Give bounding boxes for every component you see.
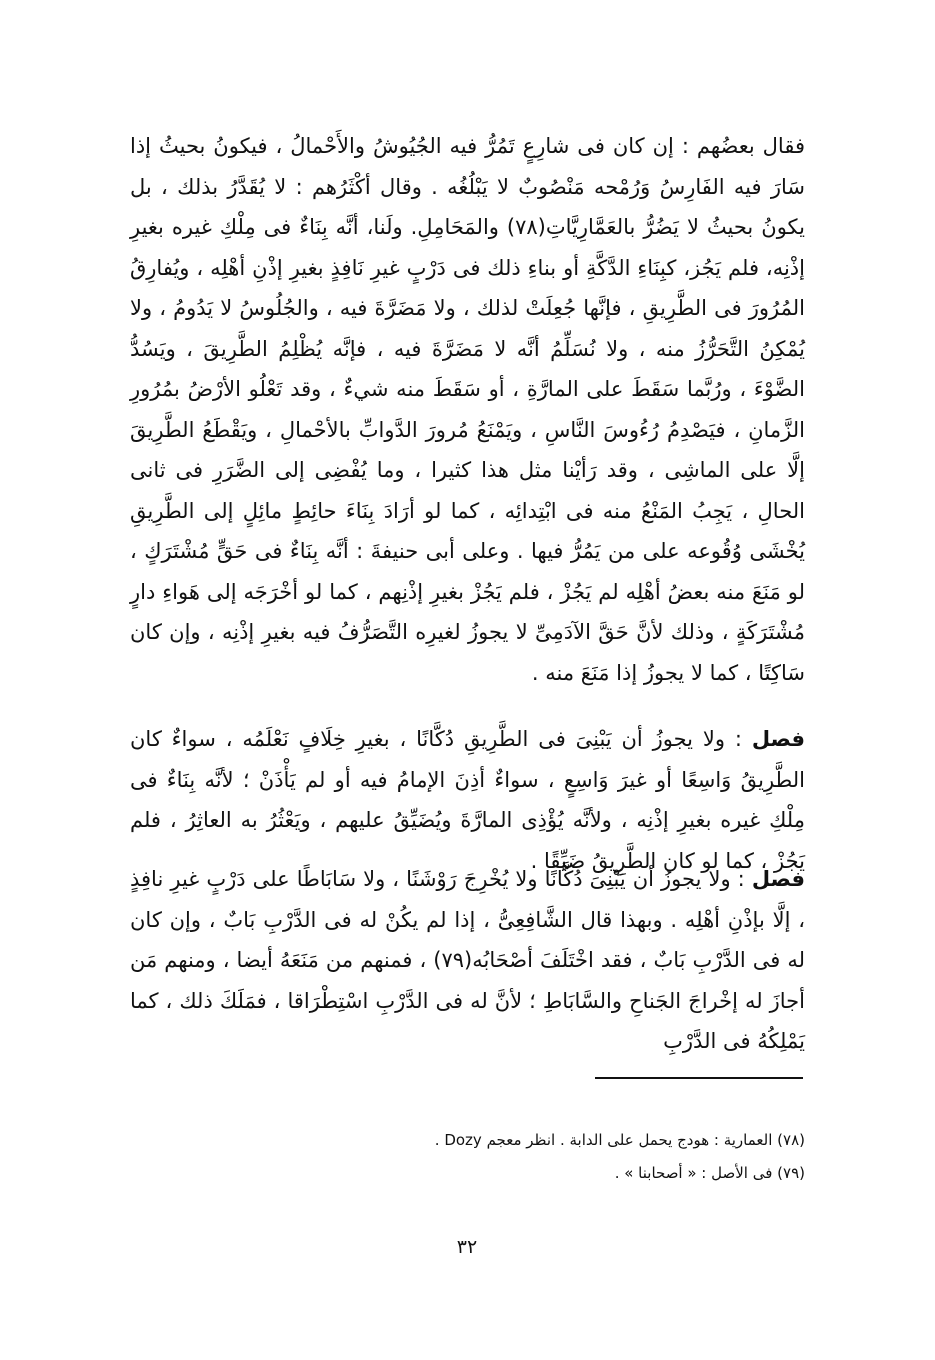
section-heading: فصل <box>751 727 805 751</box>
paragraph-1: فقال بعضُهم : إن كان فى شارِعٍ تَمُرُّ فيه الجُيُوشُ والأَحْمالُ ، فيكونُ بحيثُ إذا سَارَ فيه الفَارِسُ وَرُمْحه مَنْصُوبٌ لا يَبْلُغُه . وقال أكْثَرُهم : لا يُقَدَّرُ بذلك ، بل يكونُ بحيثُ لا يَضُرُّ بالعَمَّارِيَّاتِ(٧٨) والمَحَامِلِ. ولَنا، أنَّه بِنَاءٌ فى مِلْكِ غيره بغيرِ إذْنِه، فلم يَجُز، كبِنَاءِ الدَّكَّةِ أو بناءِ ذلك فى دَرْبٍ غيرِ نَافِذٍ بغيرِ إذْنِ أهْلِه ، ويُفارِقُ المُرُورَ فى الطَّرِيقِ ، فإنَّها جُعِلَتْ لذلك ، ولا مَضَرَّةَ فيه ، والجُلُوسُ لا يَدُومُ ، ولا يُمْكِنُ التَّحَرُّزُ منه ، ولا نُسَلِّمُ أنَّه لا مَضَرَّةَ فيه ، فإنَّه يُظْلِمُ الطَّرِيقَ ، ويَسُدُّ الضَّوْءَ ، ورُبَّما سَقَطَ على المارَّةِ ، أو سَقَطَ منه شيءٌ ، وقد تَعْلُو الأرْضُ بمُرُورِ الزَّمانِ ، فيَصْدِمُ رُءُوسَ النَّاسِ ، ويَمْنَعُ مُرورَ الدَّوابِّ بالأحْمالِ ، ويَقْطَعُ الطَّرِيقَ إلَّا على الماشِى ، وقد رَأيْنا مثل هذا كثيرا ، وما يُفْضِى إلى الضَّرَرِ فى ثانى الحالِ ، يَجِبُ المَنْعُ منه فى ابْتِدائِه ، كما لو أرَادَ بِنَاءَ حائِطٍ مائِلٍ إلى الطَّرِيقِ يُخْشَى وُقُوعه على من يَمُرُّ فيها . وعلى أبى حنيفةَ : أنَّه بِنَاءٌ فى حَقٍّ مُشْتَرَكٍ ، لو مَنَعَ منه بعضُ أهْلِه لم يَجُزْ ، فلم يَجُزْ بغيرِ إذْنِهم ، كما لو أخْرَجَه إلى هَواءِ دارٍ مُشْتَرَكَةٍ ، وذلك لأنَّ حَقَّ الآدَمِىِّ لا يجوزُ لغيرِه التَّصَرُّفُ فيه بغيرِ إذْنِه ، وإن كان سَاكِتًا ، كما لا يجوزُ إذا مَنَعَ منه . <box>130 134 805 685</box>
paragraph-3-body: : ولا يجوزُ أن يَبْنِىَ دُكَّانًا ولا يُخْرِجَ رَوْشَنًا ، ولا سَابَاطًا على دَرْبٍ غيرِ نافِذٍ ، إلَّا بإذْنِ أهْلِه . وبهذا قال الشَّافِعِىُّ ، إذا لم يكُنْ له فى الدَّرْبِ بَابٌ ، وإن كان له فى الدَّرْبِ بَابٌ ، فقد اخْتَلَفَ أصْحَابُه(٧٩) ، فمنهم من مَنَعَهُ أيضا ، ومنهم مَن أجازَ له إخْراجَ الجَناحِ والسَّابَاطِ ؛ لأنَّ له فى الدَّرْبِ اسْتِطْرَاقا ، فمَلَكَ ذلك ، كما يَمْلِكُهُ فى الدَّرْبِ <box>130 867 806 1053</box>
footnotes <box>300 1124 805 1190</box>
page-number: ٣٢ <box>456 1236 478 1258</box>
paragraph-2-body: : ولا يجوزُ أن يَبْنِىَ فى الطَّرِيقِ دُكَّانًا ، بغيرِ خِلَافٍ نَعْلَمُه ، سواءٌ كان الطَّرِيقُ وَاسِعًا أو غيرَ وَاسِعٍ ، سواءٌ أذِنَ الإمامُ فيه أو لم يَأْذَنْ ؛ لأنَّه بِنَاءٌ فى مِلْكِ غيره بغيرِ إذْنِه ، ولأنَّه يُؤْذِى المارَّةَ ويُضَيِّقُ عليهم ، ويَعْثُرُ به العاثِرُ ، فلم يَجُزْ ، كما لو كان الطَّرِيقُ ضَيِّقًا . <box>130 727 805 873</box>
section-heading: فصل <box>751 867 805 891</box>
footnote-79: (٧٩) فى الأصل : « أصحابنا » . <box>614 1164 805 1182</box>
paragraph-2 <box>130 719 805 881</box>
footnote-78: (٧٨) العمارية : هودج يحمل على الدابة . انظر معجم Dozy . <box>434 1131 805 1149</box>
paragraph-3 <box>130 859 805 1062</box>
footnote-divider <box>595 1077 803 1079</box>
